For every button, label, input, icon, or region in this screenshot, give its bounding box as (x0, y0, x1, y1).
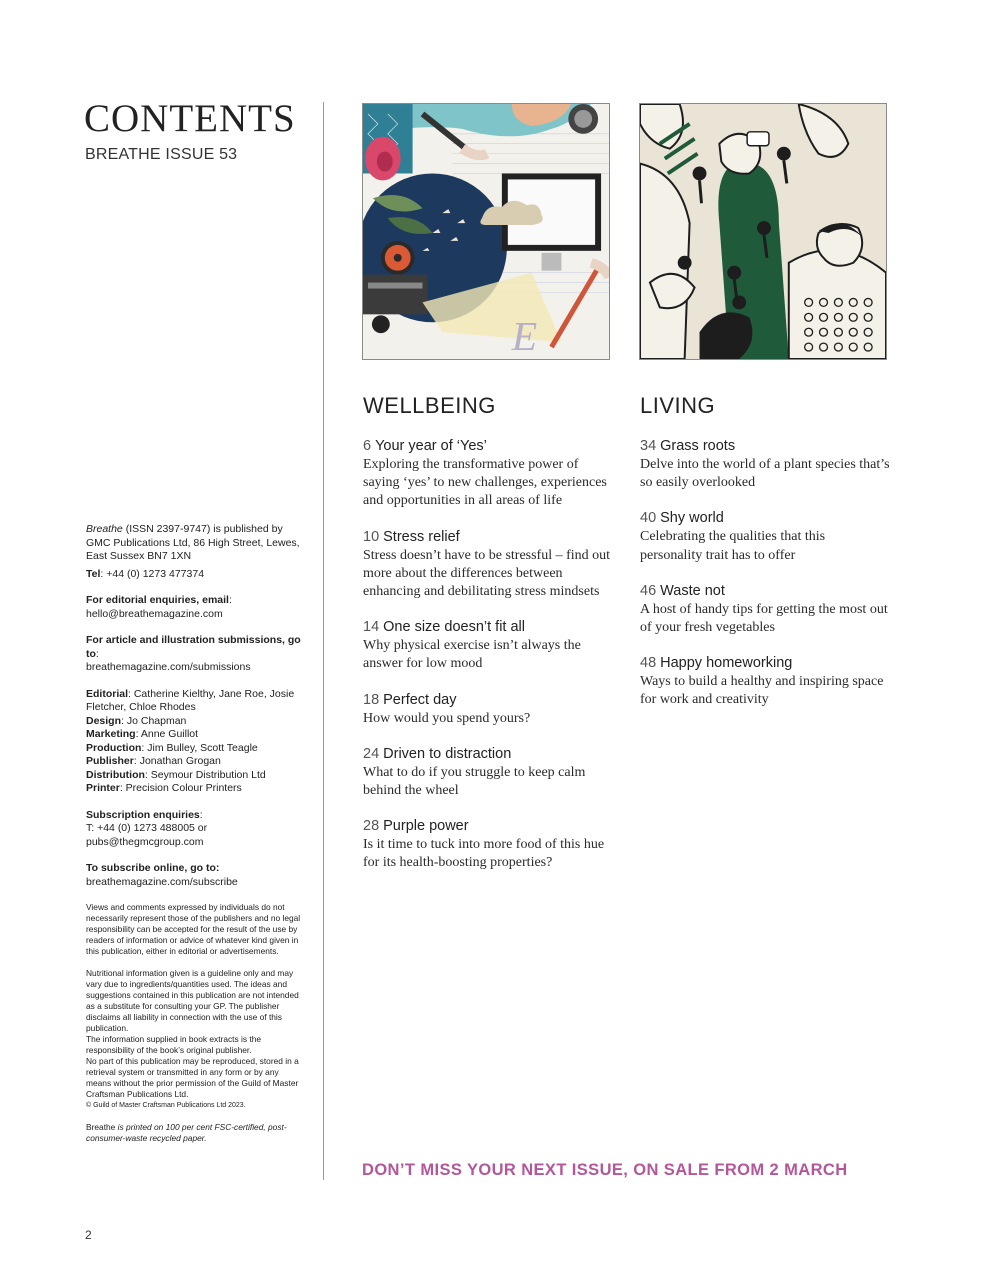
entry-title: Driven to distraction (383, 745, 512, 762)
collage-illustration-icon (363, 104, 609, 359)
entry-title: Happy homeworking (660, 655, 793, 672)
people-illustration-icon (640, 104, 886, 359)
subscribe-link[interactable]: breathemagazine.com/subscribe (86, 875, 238, 888)
entry-page-number: 14 (363, 619, 380, 636)
disclaimer-extracts: The information supplied in book extracts is the responsibility of the book’s original publisher. (86, 1034, 262, 1055)
entry-description: Celebrating the qualities that this personality trait has to offer (640, 529, 826, 563)
subscribe-online: To subscribe online, go to: breathemagazine.com/subscribe (86, 862, 238, 888)
contents-entry[interactable] (363, 691, 613, 728)
credit-value: : Anne Guillot (135, 728, 199, 740)
entry-heading (363, 691, 613, 710)
entry-title: Stress relief (383, 528, 460, 545)
entry-description: Why physical exercise isn’t always the answer for low mood (363, 638, 581, 672)
entry-title: Waste not (660, 582, 725, 599)
contents-entry[interactable] (363, 437, 613, 511)
entry-description: Is it time to tuck into more food of this hue for its health-boosting properties? (363, 837, 605, 871)
entry-page-number: 48 (640, 655, 657, 672)
entry-page-number: 18 (363, 691, 380, 708)
entry-heading (640, 582, 890, 601)
entry-title: One size doesn’t fit all (383, 619, 525, 636)
entry-title: Your year of ‘Yes’ (375, 438, 487, 454)
credit-value: : Jim Bulley, Scott Teagle (141, 741, 258, 754)
subscription-enquiries: Subscription enquiries: T: +44 (0) 1273 488005 or pubs@thegmcgroup.com (86, 808, 208, 848)
entry-heading (640, 654, 890, 673)
disclaimer-nutrition: Nutritional information given is a guideline only and may vary due to ingredients/quantities used. The ideas and suggestions contained in this publication are not intended as a substitute for consulting your GP. The publisher disclaims all liability in connection with the use of this publication. (86, 968, 299, 1033)
column-divider (323, 102, 324, 1180)
credit-label: Design (86, 714, 122, 727)
living-illustration (639, 103, 887, 360)
page-title: CONTENTS (84, 97, 296, 140)
entry-description: A host of handy tips for getting the most out of your fresh vegetables (640, 601, 888, 636)
entry-title: Perfect day (383, 691, 457, 708)
contents-entry[interactable] (363, 817, 613, 872)
entry-heading (363, 437, 613, 456)
entry-heading (363, 528, 613, 547)
entry-description: What to do if you struggle to keep calm behind the wheel (363, 764, 586, 799)
next-issue-banner: DON’T MISS YOUR NEXT ISSUE, ON SALE FROM 2 MARCH (362, 1161, 848, 1179)
wellbeing-section (363, 393, 613, 890)
living-heading: LIVING (640, 393, 716, 418)
living-section (640, 393, 890, 727)
entry-title: Grass roots (660, 438, 736, 454)
contents-entry[interactable] (640, 654, 890, 709)
entry-title: Shy world (660, 510, 724, 527)
svg-text:E: E (511, 314, 538, 359)
disclaimer-reproduction: No part of this publication may be reproduced, stored in a retrieval system or transmitted in any form or by any means without the prior permission of the Guild of Master Craftsman Publications Ltd. (86, 1056, 299, 1099)
entry-page-number: 34 (640, 438, 657, 454)
entry-page-number: 46 (640, 582, 657, 599)
contents-entry[interactable] (640, 437, 890, 492)
entry-description: Exploring the transformative power of saying ‘yes’ to new challenges, experiences and opportunities in all areas of life (363, 457, 607, 509)
issue-label: BREATHE ISSUE 53 (85, 146, 238, 163)
credit-label: Publisher (86, 755, 134, 767)
wellbeing-heading: WELLBEING (363, 393, 496, 418)
contents-entry[interactable] (363, 745, 613, 800)
entry-page-number: 28 (363, 818, 380, 835)
contents-entry[interactable] (640, 582, 890, 637)
page-number: 2 (85, 1228, 92, 1242)
entry-heading (363, 817, 613, 836)
entry-page-number: 6 (363, 438, 372, 454)
credit-value: : Catherine Kielthy, Jane Roe, Josie Fletcher, Chloe Rhodes (86, 687, 295, 713)
entry-title: Purple power (383, 818, 469, 835)
contents-entry[interactable] (640, 509, 890, 564)
credit-value: : Seymour Distribution Ltd (144, 768, 266, 781)
credit-label: Editorial (86, 687, 129, 700)
entry-description: Delve into the world of a plant species that’s so easily overlooked (640, 457, 890, 491)
entry-description: How would you spend yours? (363, 710, 531, 726)
editorial-email-link[interactable]: hello@breathemagazine.com (86, 607, 223, 620)
editorial-enquiries: For editorial enquiries, email: hello@breathemagazine.com (86, 594, 232, 620)
credit-value: : Jo Chapman (121, 714, 187, 727)
entry-heading (640, 437, 890, 456)
entry-page-number: 10 (363, 528, 380, 545)
contents-entry[interactable] (363, 618, 613, 673)
disclaimer-views: Views and comments expressed by individuals do not necessarily represent those of the publishers and no legal responsibility can be accepted for the result of the use by readers of information or advice of whatever kind given in this publication, either in editorial or advertisements. (86, 902, 301, 956)
entry-description: Ways to build a healthy and inspiring space for work and creativity (640, 674, 884, 708)
credit-label: Production (86, 741, 142, 754)
publisher-info: Breathe (ISSN 2397-9747) is published by GMC Publications Ltd, 86 High Street, Lewes, East Sussex BN7 1XN (86, 523, 300, 562)
entry-heading (363, 745, 613, 764)
colophon (86, 523, 306, 1144)
credit-label: Printer (86, 782, 120, 794)
entry-description: Stress doesn’t have to be stressful – find out more about the differences between enhancing and debilitating stress mindsets (363, 547, 611, 600)
credit-value: : Precision Colour Printers (119, 782, 242, 794)
credit-value: : Jonathan Grogan (133, 755, 221, 767)
copyright: © Guild of Master Craftsman Publications Ltd 2023. (86, 1102, 246, 1109)
credit-label: Marketing (86, 728, 136, 740)
contents-entry[interactable] (363, 528, 613, 602)
entry-heading (640, 509, 890, 528)
credits (86, 688, 306, 796)
entry-page-number: 24 (363, 745, 380, 762)
paper-note: Breathe is printed on 100 per cent FSC-certified, post-consumer-waste recycled paper. (86, 1122, 287, 1143)
credit-label: Distribution (86, 768, 145, 781)
submissions-link[interactable]: breathemagazine.com/submissions (86, 661, 251, 673)
tel-info: Tel: +44 (0) 1273 477374 (86, 567, 205, 580)
wellbeing-illustration (362, 103, 610, 360)
article-submissions: For article and illustration submissions, go to: breathemagazine.com/submissions (86, 634, 301, 673)
entry-page-number: 40 (640, 510, 657, 527)
entry-heading (363, 618, 613, 637)
